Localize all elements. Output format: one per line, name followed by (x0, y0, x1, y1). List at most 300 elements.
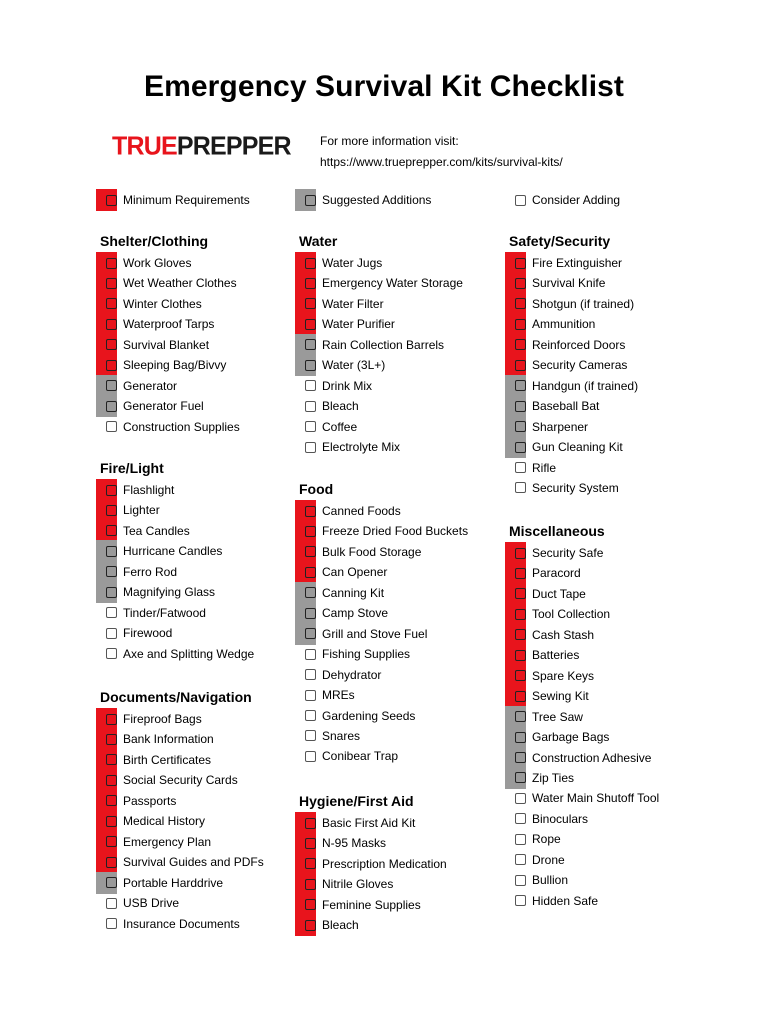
checklist-item-survival-guides-and-pdfs[interactable] (100, 851, 264, 873)
checklist-item-shotgun-if-trained[interactable] (509, 293, 634, 315)
checkbox[interactable] (515, 380, 526, 391)
checkbox-frame (299, 812, 320, 834)
checkbox[interactable] (305, 818, 316, 829)
item-label: Fire Extinguisher (532, 256, 623, 270)
checklist-item-water-3l[interactable] (299, 354, 385, 376)
checklist-item-freeze-dried-food-buckets[interactable] (299, 520, 468, 542)
checklist-item-drone[interactable] (509, 849, 565, 871)
checklist-item-axe-and-splitting-wedge[interactable] (100, 643, 254, 665)
item-label: Tree Saw (532, 709, 583, 724)
checkbox-frame (299, 561, 320, 583)
checklist-item-social-security-cards[interactable] (100, 769, 238, 791)
checkbox[interactable] (515, 421, 526, 432)
checklist-item-rope[interactable] (509, 828, 561, 850)
checklist-item-nitrile-gloves[interactable] (299, 873, 393, 895)
checkbox[interactable] (106, 319, 117, 330)
checkbox-frame (509, 334, 530, 356)
item-label: Emergency Water Storage (322, 276, 463, 291)
checkbox-frame (100, 561, 121, 583)
checklist-item-water-filter[interactable] (299, 293, 384, 315)
item-label: Medical History (123, 814, 206, 829)
checkbox[interactable] (106, 628, 117, 639)
checkbox-frame (100, 831, 121, 853)
checkbox[interactable] (305, 258, 316, 269)
checkbox-frame (100, 749, 121, 771)
checkbox-frame (299, 293, 320, 315)
checklist-item-tinder-fatwood[interactable] (100, 602, 206, 624)
item-label: Security Cameras (532, 358, 628, 373)
checklist-item-zip-ties[interactable] (509, 767, 574, 789)
section-heading-food: Food (299, 481, 334, 497)
checkbox[interactable] (106, 587, 117, 598)
checkbox[interactable] (106, 648, 117, 659)
section-heading-miscellaneous: Miscellaneous (509, 523, 605, 539)
checkbox[interactable] (106, 525, 117, 536)
page-title: Emergency Survival Kit Checklist (143, 70, 625, 103)
checkbox[interactable] (106, 505, 117, 516)
item-label: Social Security Cards (123, 773, 238, 788)
checkbox-frame (100, 540, 121, 562)
checkbox-frame (509, 747, 530, 769)
checkbox[interactable] (515, 442, 526, 453)
checkbox-frame (299, 832, 320, 854)
item-label: Nitrile Gloves (322, 877, 394, 892)
checkbox-frame (100, 790, 121, 812)
checkbox[interactable] (106, 857, 117, 868)
section-heading-documents-navigation: Documents/Navigation (100, 689, 252, 705)
checkbox-frame (299, 334, 320, 356)
item-label: Coffee (322, 419, 358, 434)
checkbox-frame (299, 873, 320, 895)
checkbox-frame (299, 582, 320, 604)
item-label: Conibear Trap (322, 749, 399, 764)
item-label: Baseball Bat (532, 399, 600, 414)
checklist-item-flashlight[interactable] (100, 479, 174, 501)
legend-minimum-requirements[interactable] (100, 189, 250, 211)
checkbox-frame (100, 395, 121, 417)
checklist-item-binoculars[interactable] (509, 808, 588, 830)
checkbox[interactable] (305, 690, 316, 701)
checklist-item-emergency-water-storage[interactable] (299, 272, 463, 294)
checkbox[interactable] (305, 710, 316, 721)
checkbox[interactable] (305, 421, 316, 432)
checkbox[interactable] (106, 485, 117, 496)
checklist-item-water-jugs[interactable] (299, 252, 382, 274)
checkbox[interactable] (515, 482, 526, 493)
checkbox[interactable] (515, 772, 526, 783)
checkbox[interactable] (515, 588, 526, 599)
checkbox[interactable] (106, 877, 117, 888)
checkbox-frame (299, 664, 320, 686)
checklist-item-camp-stove[interactable] (299, 602, 388, 624)
item-label: Tool Collection (532, 607, 611, 622)
checkbox-frame (509, 726, 530, 748)
checkbox[interactable] (515, 691, 526, 702)
checkbox-frame (299, 745, 320, 767)
checkbox[interactable] (305, 339, 316, 350)
checklist-item-handgun-if-trained[interactable] (509, 375, 638, 397)
checklist-item-water-main-shutoff-tool[interactable] (509, 787, 659, 809)
checklist-item-rain-collection-barrels[interactable] (299, 334, 444, 356)
checkbox[interactable] (515, 732, 526, 743)
checklist-item-birth-certificates[interactable] (100, 749, 211, 771)
checkbox[interactable] (106, 714, 117, 725)
checklist-item-construction-adhesive[interactable] (509, 747, 651, 769)
checklist-item-canned-foods[interactable] (299, 500, 401, 522)
checklist-item-canning-kit[interactable] (299, 582, 384, 604)
item-label: Snares (322, 728, 361, 743)
item-label: Portable Harddrive (123, 875, 224, 890)
checkbox-frame (100, 622, 121, 644)
checkbox[interactable] (106, 754, 117, 765)
item-label: Water Main Shutoff Tool (532, 791, 660, 806)
checklist-item-feminine-supplies[interactable] (299, 894, 421, 916)
checkbox[interactable] (305, 195, 316, 206)
checkbox[interactable] (515, 568, 526, 579)
section-heading-safety-security: Safety/Security (509, 233, 611, 249)
checkbox[interactable] (515, 258, 526, 269)
checklist-item-paracord[interactable] (509, 562, 581, 584)
checkbox[interactable] (305, 526, 316, 537)
checklist-item-fishing-supplies[interactable] (299, 643, 410, 665)
checklist-item-reinforced-doors[interactable] (509, 334, 625, 356)
checklist-item-survival-blanket[interactable] (100, 334, 209, 356)
checklist-item-drink-mix[interactable] (299, 375, 372, 397)
info-link[interactable]: https://www.trueprepper.com/kits/survival-kits/ (320, 155, 563, 169)
checkbox[interactable] (305, 567, 316, 578)
checkbox-frame (100, 416, 121, 438)
checklist-item-cash-stash[interactable] (509, 624, 594, 646)
checkbox[interactable] (515, 195, 526, 206)
checklist-item-prescription-medication[interactable] (299, 853, 447, 875)
checkbox[interactable] (305, 879, 316, 890)
legend-suggested-additions[interactable] (299, 189, 431, 211)
checkbox-frame (509, 706, 530, 728)
checklist-item-gardening-seeds[interactable] (299, 705, 415, 727)
item-label: Gun Cleaning Kit (532, 440, 623, 455)
checklist-item-bulk-food-storage[interactable] (299, 541, 421, 563)
item-label: Sleeping Bag/Bivvy (123, 358, 227, 373)
checkbox[interactable] (106, 278, 117, 289)
checkbox[interactable] (305, 920, 316, 931)
checkbox-frame (100, 499, 121, 521)
checkbox[interactable] (305, 587, 316, 598)
checkbox[interactable] (515, 670, 526, 681)
checklist-item-garbage-bags[interactable] (509, 726, 609, 748)
item-label: Handgun (if trained) (532, 378, 639, 393)
item-label: Drone (532, 852, 565, 867)
checklist-item-dehydrator[interactable] (299, 664, 381, 686)
item-label: Fishing Supplies (322, 647, 411, 662)
checkbox-frame (509, 869, 530, 891)
checkbox[interactable] (106, 918, 117, 929)
checkbox-frame (100, 643, 121, 665)
checkbox[interactable] (106, 566, 117, 577)
item-label: Reinforced Doors (532, 337, 626, 352)
checklist-item-water-purifier[interactable] (299, 313, 395, 335)
checklist-item-hidden-safe[interactable] (509, 890, 598, 912)
item-label: Water (3L+) (322, 358, 386, 373)
checkbox-frame (509, 542, 530, 564)
checklist-item-can-opener[interactable] (299, 561, 387, 583)
item-label: Construction Adhesive (532, 750, 652, 765)
checkbox[interactable] (106, 795, 117, 806)
checklist-item-ammunition[interactable] (509, 313, 595, 335)
checklist-item-firewood[interactable] (100, 622, 172, 644)
checkbox[interactable] (305, 360, 316, 371)
checkbox[interactable] (305, 669, 316, 680)
checklist-item-emergency-plan[interactable] (100, 831, 211, 853)
item-label: Survival Blanket (123, 337, 210, 352)
checklist-item-duct-tape[interactable] (509, 583, 586, 605)
checkbox-frame (100, 293, 121, 315)
checklist-item-security-safe[interactable] (509, 542, 603, 564)
checkbox[interactable] (515, 401, 526, 412)
item-label: Security Safe (532, 546, 604, 560)
item-label: Axe and Splitting Wedge (123, 646, 255, 661)
item-label: Fireproof Bags (123, 712, 202, 726)
checklist-item-fire-extinguisher[interactable] (509, 252, 622, 274)
checklist-item-bank-information[interactable] (100, 728, 214, 750)
checkbox-frame (509, 603, 530, 625)
checkbox[interactable] (305, 751, 316, 762)
checkbox-frame (299, 252, 320, 274)
checklist-item-portable-harddrive[interactable] (100, 872, 223, 894)
checkbox-frame (509, 375, 530, 397)
checkbox[interactable] (106, 734, 117, 745)
checklist-item-waterproof-tarps[interactable] (100, 313, 214, 335)
checkbox-frame (299, 500, 320, 522)
item-label: Minimum Requirements (123, 193, 250, 207)
checkbox[interactable] (515, 875, 526, 886)
checklist-item-sharpener[interactable] (509, 416, 588, 438)
checklist-item-medical-history[interactable] (100, 810, 205, 832)
checkbox-frame (299, 272, 320, 294)
checklist-item-security-system[interactable] (509, 477, 619, 499)
item-label: Magnifying Glass (123, 585, 216, 600)
checkbox-frame (299, 684, 320, 706)
checkbox[interactable] (515, 793, 526, 804)
checkbox[interactable] (305, 298, 316, 309)
checklist-item-bleach[interactable] (299, 914, 359, 936)
item-label: Firewood (123, 626, 173, 641)
checkbox[interactable] (106, 298, 117, 309)
checkbox-frame (509, 890, 530, 912)
checklist-item-construction-supplies[interactable] (100, 416, 240, 438)
checkbox-frame (100, 892, 121, 914)
item-label: Bleach (322, 399, 359, 414)
checkbox-frame (509, 272, 530, 294)
checklist-item-coffee[interactable] (299, 416, 357, 438)
checkbox[interactable] (305, 730, 316, 741)
item-label: Cash Stash (532, 627, 595, 642)
checkbox[interactable] (106, 816, 117, 827)
checklist-item-security-cameras[interactable] (509, 354, 627, 376)
checkbox[interactable] (515, 339, 526, 350)
checkbox[interactable] (515, 360, 526, 371)
item-label: Canned Foods (322, 504, 401, 518)
checklist-item-work-gloves[interactable] (100, 252, 191, 274)
item-label: Tea Candles (123, 523, 190, 538)
item-label: Paracord (532, 566, 581, 581)
checkbox-frame (509, 189, 530, 211)
checkbox[interactable] (515, 462, 526, 473)
checkbox[interactable] (106, 380, 117, 391)
item-label: Ammunition (532, 317, 596, 332)
checklist-item-bleach[interactable] (299, 395, 359, 417)
checklist-item-usb-drive[interactable] (100, 892, 179, 914)
checklist-item-tree-saw[interactable] (509, 706, 583, 728)
checkbox[interactable] (106, 401, 117, 412)
checkbox[interactable] (305, 380, 316, 391)
checkbox[interactable] (305, 608, 316, 619)
checkbox[interactable] (305, 506, 316, 517)
checkbox-frame (509, 436, 530, 458)
checkbox-frame (100, 872, 121, 894)
item-label: Passports (123, 793, 177, 808)
item-label: Construction Supplies (123, 419, 240, 434)
checkbox-frame (299, 375, 320, 397)
checklist-item-insurance-documents[interactable] (100, 913, 240, 935)
checklist-item-sewing-kit[interactable] (509, 685, 589, 707)
checklist-item-survival-knife[interactable] (509, 272, 605, 294)
checkbox[interactable] (106, 258, 117, 269)
checkbox-frame (299, 853, 320, 875)
checklist-item-bullion[interactable] (509, 869, 568, 891)
checklist-item-baseball-bat[interactable] (509, 395, 599, 417)
item-label: Grill and Stove Fuel (322, 626, 428, 641)
checkbox[interactable] (106, 195, 117, 206)
checkbox[interactable] (305, 858, 316, 869)
checklist-item-wet-weather-clothes[interactable] (100, 272, 237, 294)
checkbox[interactable] (305, 442, 316, 453)
item-label: Consider Adding (532, 193, 621, 207)
checkbox[interactable] (305, 401, 316, 412)
trueprepper-logo (112, 131, 291, 161)
checkbox-frame (299, 705, 320, 727)
checklist-item-fireproof-bags[interactable] (100, 708, 202, 730)
checklist-item-grill-and-stove-fuel[interactable] (299, 623, 427, 645)
checkbox-frame (509, 313, 530, 335)
checkbox-frame (100, 810, 121, 832)
checklist-item-electrolyte-mix[interactable] (299, 436, 400, 458)
checklist-item-ferro-rod[interactable] (100, 561, 177, 583)
checklist-item-spare-keys[interactable] (509, 665, 594, 687)
checkbox[interactable] (515, 895, 526, 906)
item-label: USB Drive (123, 896, 180, 911)
checklist-item-generator[interactable] (100, 375, 177, 397)
checkbox[interactable] (515, 629, 526, 640)
checkbox-frame (299, 395, 320, 417)
item-label: Ferro Rod (123, 564, 178, 579)
checkbox[interactable] (515, 278, 526, 289)
checkbox-frame (100, 728, 121, 750)
item-label: Work Gloves (123, 256, 192, 270)
item-label: Water Purifier (322, 317, 395, 332)
checkbox[interactable] (305, 628, 316, 639)
item-label: N-95 Masks (322, 836, 387, 851)
checkbox-frame (100, 708, 121, 730)
checkbox[interactable] (515, 813, 526, 824)
checklist-item-generator-fuel[interactable] (100, 395, 204, 417)
checklist-item-passports[interactable] (100, 790, 176, 812)
checkbox[interactable] (515, 752, 526, 763)
legend-consider-adding[interactable] (509, 189, 620, 211)
item-label: Birth Certificates (123, 752, 212, 767)
item-label: Water Jugs (322, 256, 383, 270)
checkbox[interactable] (515, 834, 526, 845)
checkbox[interactable] (515, 711, 526, 722)
item-label: Water Filter (322, 296, 384, 311)
checklist-item-sleeping-bag-bivvy[interactable] (100, 354, 226, 376)
checkbox[interactable] (106, 421, 117, 432)
checkbox[interactable] (515, 548, 526, 559)
checkbox-frame (299, 602, 320, 624)
checklist-item-magnifying-glass[interactable] (100, 581, 215, 603)
item-label: Gardening Seeds (322, 708, 416, 723)
checklist-item-basic-first-aid-kit[interactable] (299, 812, 415, 834)
item-label: Camp Stove (322, 606, 389, 621)
checkbox[interactable] (305, 278, 316, 289)
checklist-item-rifle[interactable] (509, 457, 556, 479)
checkbox[interactable] (106, 775, 117, 786)
checklist-item-n-95-masks[interactable] (299, 832, 386, 854)
checklist-item-lighter[interactable] (100, 499, 160, 521)
checkbox[interactable] (515, 319, 526, 330)
section-heading-water: Water (299, 233, 338, 249)
checkbox[interactable] (106, 836, 117, 847)
checkbox-frame (299, 725, 320, 747)
item-label: Security System (532, 480, 619, 495)
checkbox[interactable] (305, 649, 316, 660)
checkbox[interactable] (106, 360, 117, 371)
section-heading-hygiene-first-aid: Hygiene/First Aid (299, 793, 414, 809)
checkbox[interactable] (106, 607, 117, 618)
checkbox[interactable] (305, 546, 316, 557)
checkbox[interactable] (515, 609, 526, 620)
checkbox[interactable] (305, 319, 316, 330)
item-label: Tinder/Fatwood (123, 605, 206, 620)
item-label: Bulk Food Storage (322, 544, 422, 559)
item-label: Generator (123, 378, 178, 393)
checkbox[interactable] (106, 898, 117, 909)
checkbox-frame (299, 914, 320, 936)
checkbox[interactable] (106, 546, 117, 557)
checklist-item-tea-candles[interactable] (100, 520, 190, 542)
checklist-item-batteries[interactable] (509, 644, 579, 666)
checkbox[interactable] (515, 854, 526, 865)
checkbox[interactable] (515, 650, 526, 661)
checklist-item-conibear-trap[interactable] (299, 745, 398, 767)
checkbox[interactable] (106, 339, 117, 350)
checklist-item-gun-cleaning-kit[interactable] (509, 436, 623, 458)
checkbox[interactable] (305, 899, 316, 910)
checkbox[interactable] (305, 838, 316, 849)
checkbox-frame (299, 354, 320, 376)
checkbox[interactable] (515, 298, 526, 309)
checklist-item-tool-collection[interactable] (509, 603, 610, 625)
checklist-item-snares[interactable] (299, 725, 360, 747)
checklist-item-mres[interactable] (299, 684, 355, 706)
logo-part-prepper: PREPPER (176, 131, 291, 161)
checklist-item-hurricane-candles[interactable] (100, 540, 222, 562)
checklist-item-winter-clothes[interactable] (100, 293, 202, 315)
item-label: Generator Fuel (123, 399, 204, 414)
checkbox-frame (509, 828, 530, 850)
item-label: Rifle (532, 460, 557, 475)
info-text: For more information visit: (320, 134, 459, 148)
item-label: Flashlight (123, 483, 175, 497)
